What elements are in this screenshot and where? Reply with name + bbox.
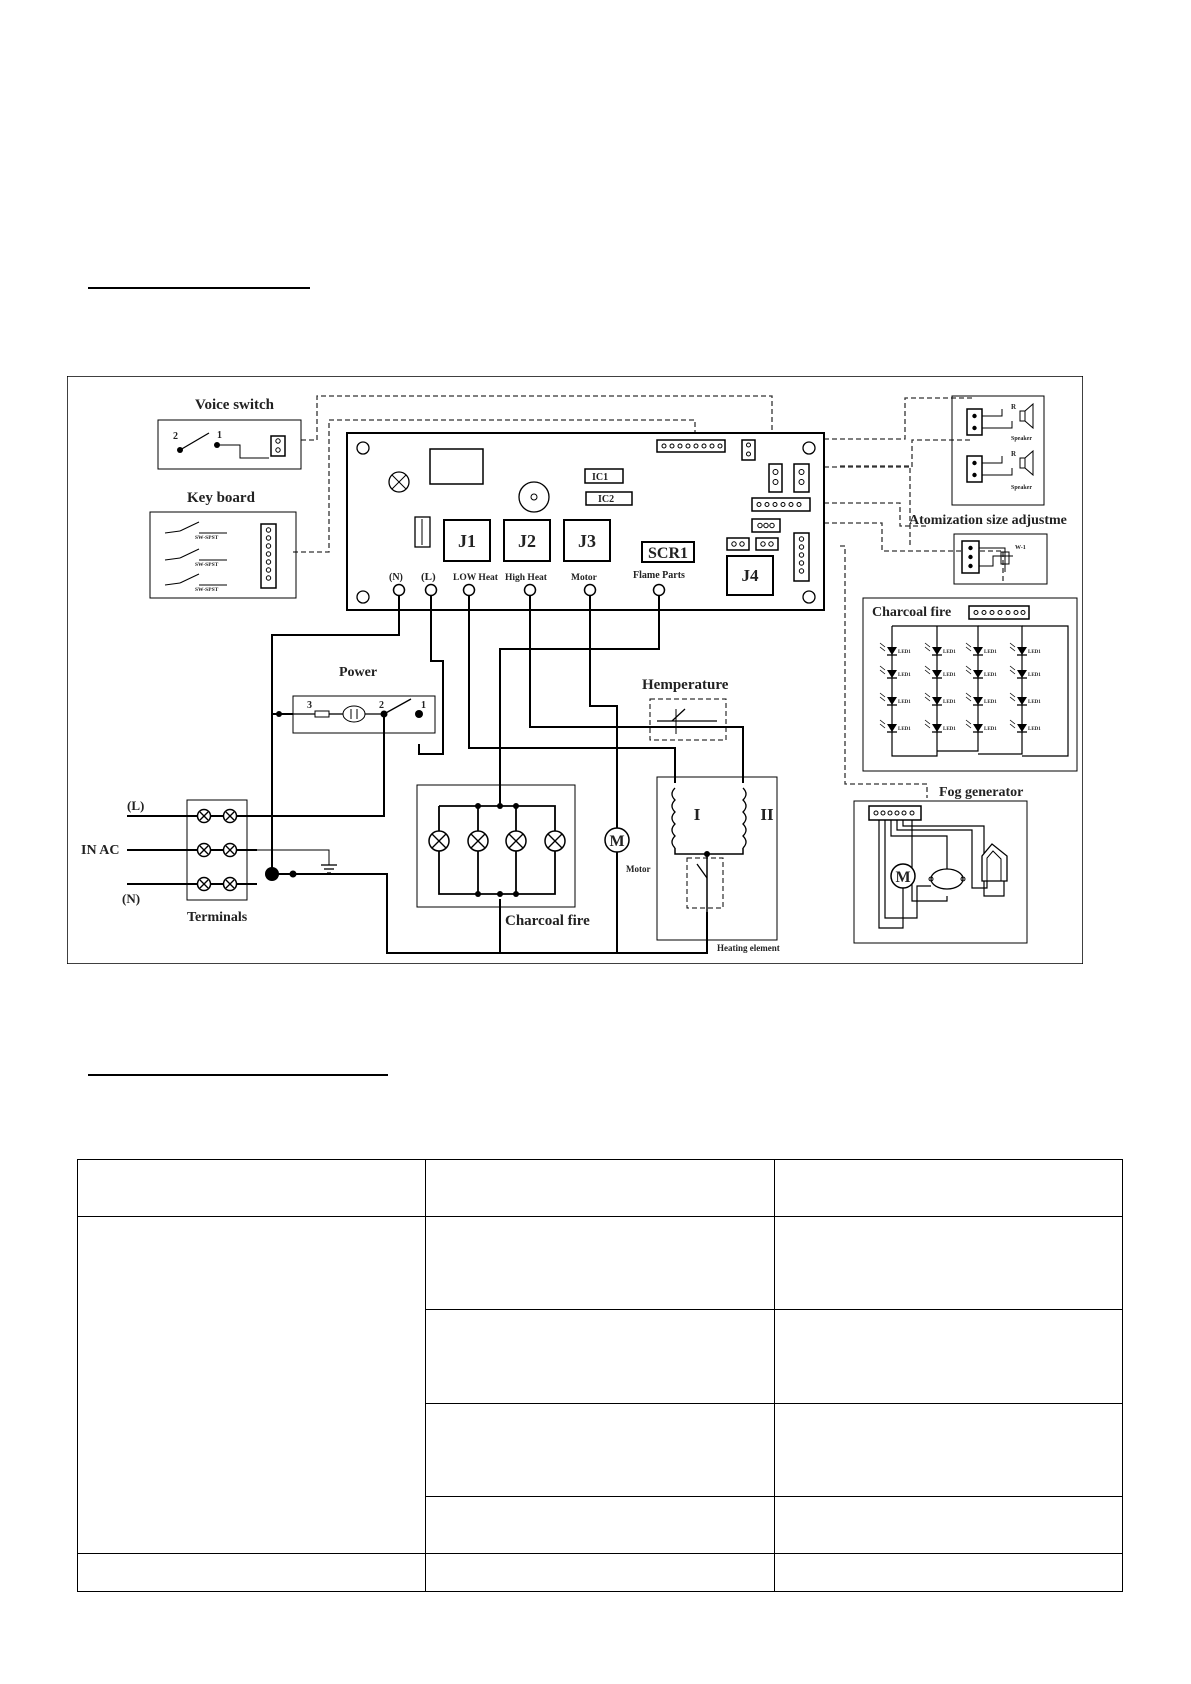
table-cell [426,1217,774,1310]
table-heading-underline [88,1074,388,1076]
speaker-r-caption: Speaker [1011,436,1032,442]
control-board [347,433,824,610]
table-footer-row [78,1554,1123,1592]
speaker-l-caption: Speaker [1011,485,1032,491]
table-cell [774,1497,1122,1554]
key-switch-3-label: SW-SPST [195,587,219,593]
ic2-label: IC2 [598,494,615,505]
led-label: LED1 [898,673,911,678]
voice-switch-pin2: 2 [173,431,178,442]
table-cell [426,1404,774,1497]
led-label: LED1 [1028,700,1041,705]
terminal-n-label: (N) [389,572,403,583]
coil-ii-label: II [760,805,774,824]
terminal-motor-label: Motor [571,573,597,583]
led-label: LED1 [943,673,956,678]
table-cell [426,1497,774,1554]
table-cell [774,1404,1122,1497]
led-label: LED1 [984,700,997,705]
led-panel-title: Charcoal fire [872,605,952,620]
key-switch-2-label: SW-SPST [195,562,219,568]
table-header-cell [774,1160,1122,1217]
led-label: LED1 [1028,650,1041,655]
scr1-label: SCR1 [647,545,689,562]
section-heading-underline [88,287,310,289]
input-n-label: (N) [122,891,141,906]
wiring-diagram [67,376,1083,964]
led-label: LED1 [1028,673,1041,678]
atomization-title: Atomization size adjustme [909,513,1067,528]
thermostat-label: Hemperature [642,677,729,693]
relay-j3: J3 [578,531,596,551]
table-header-cell [78,1160,426,1217]
relay-j2: J2 [518,531,536,551]
ic1-label: IC1 [592,472,609,483]
led-label: LED1 [898,700,911,705]
atomization-part-label: W-1 [1015,545,1026,551]
speaker-r-label: R [1011,403,1017,411]
relay-j1: J1 [458,531,476,551]
table-cell [774,1310,1122,1404]
table-cell [774,1554,1122,1592]
led-label: LED1 [984,650,997,655]
power-pin2: 2 [379,700,384,711]
table-cell [78,1554,426,1592]
heating-element-label: Heating element [717,943,780,953]
led-label: LED1 [943,700,956,705]
motor-symbol: M [609,833,625,850]
terminal-flame-parts-label: Flame Parts [633,570,685,581]
fog-motor-symbol: M [895,869,911,886]
voice-switch-title: Voice switch [195,397,275,413]
input-l-label: (L) [127,798,145,813]
key-board-title: Key board [187,490,255,506]
led-label: LED1 [984,673,997,678]
table-row [78,1217,1123,1310]
table-cell [426,1554,774,1592]
key-switch-1-label: SW-SPST [195,535,219,541]
terminals-label: Terminals [187,910,248,925]
speaker-l-label: R [1011,450,1017,458]
led-label: LED1 [898,650,911,655]
led-label: LED1 [943,727,956,732]
spec-table [77,1159,1123,1592]
table-header-cell [426,1160,774,1217]
coil-i-label: I [693,805,701,824]
led-label: LED1 [898,727,911,732]
power-pin1: 1 [421,700,426,711]
terminal-l-label: (L) [421,571,436,583]
relay-j4: J4 [741,566,759,585]
table-merged-cell [78,1217,426,1554]
neutral-junction [265,867,279,881]
power-pin3: 3 [307,700,312,711]
table-header-row [78,1160,1123,1217]
voice-switch-pin1: 1 [217,430,222,441]
motor-label: Motor [626,864,651,874]
charcoal-fire-bulbs-label: Charcoal fire [505,913,590,929]
table-cell [426,1310,774,1404]
led-label: LED1 [943,650,956,655]
fog-generator-title: Fog generator [939,785,1024,800]
led-label: LED1 [984,727,997,732]
terminal-low-heat-label: LOW Heat [453,573,498,583]
power-title: Power [339,665,378,680]
led-label: LED1 [1028,727,1041,732]
table-cell [774,1217,1122,1310]
terminal-high-heat-label: High Heat [505,573,547,583]
in-ac-label: IN AC [81,843,120,858]
